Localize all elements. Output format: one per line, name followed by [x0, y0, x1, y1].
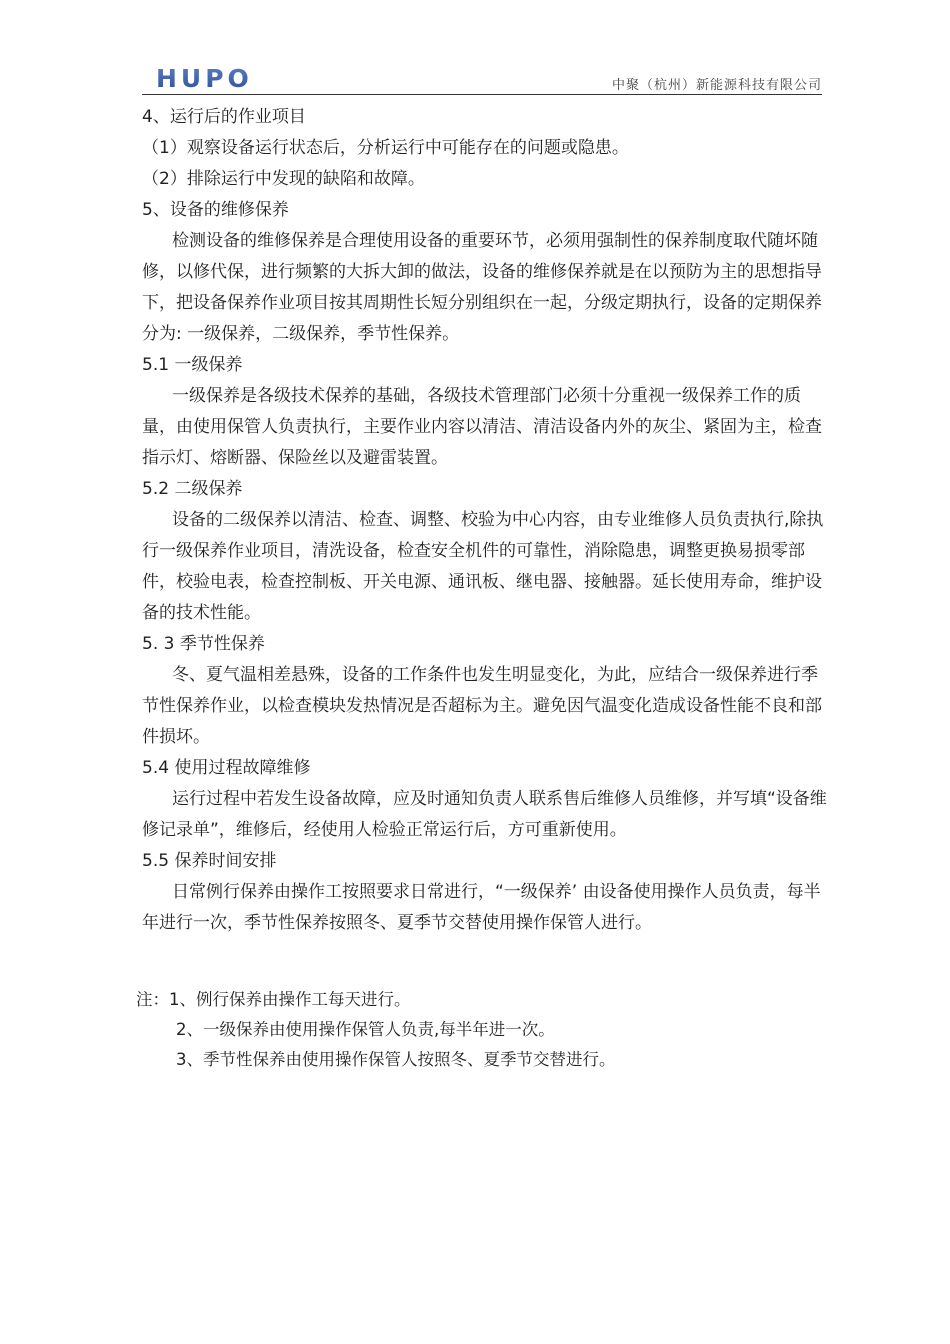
note-item: 3、季节性保养由使用操作保管人按照冬、夏季节交替进行。: [176, 1050, 616, 1069]
section-heading: 5、设备的维修保养: [142, 200, 289, 220]
logo-text: HUPO: [156, 64, 253, 92]
note-item: 2、一级保养由使用操作保管人负责,每半年进一次。: [176, 1020, 555, 1039]
list-item: （2）排除运行中发现的缺陷和故障。: [142, 169, 425, 189]
list-item: （1）观察设备运行状态后，分析运行中可能存在的问题或隐患。: [142, 138, 629, 158]
page-header: [142, 60, 822, 95]
note-item: 注：1、例行保养由操作工每天进行。: [136, 990, 411, 1009]
company-name: 中聚（杭州）新能源科技有限公司: [611, 78, 822, 93]
body-paragraph: 日常例行保养由操作工按照要求日常进行，“一级保养’ 由设备使用操作人员负责，每半年进行一次，季节性保养按照冬、夏季节交替使用操作保管人进行。: [142, 882, 821, 933]
body-paragraph: 检测设备的维修保养是合理使用设备的重要环节，必须用强制性的保养制度取代随坏随修，以修代保，进行频繁的大拆大卸的做法，设备的维修保养就是在以预防为主的思想指导下，把设备保养作业项目按其周期性长短分别组织在一起，分级定期执行，设备的定期保养分为: 一级保养，二级保养，季节性保养。: [142, 231, 822, 344]
document-body: [142, 102, 832, 939]
section-heading: 4、运行后的作业项目: [142, 107, 306, 127]
section-heading: 5.1 一级保养: [142, 355, 243, 375]
notes-block: [136, 985, 836, 1075]
body-paragraph: 运行过程中若发生设备故障，应及时通知负责人联系售后维修人员维修，并写填“设备维修记录单”，维修后，经使用人检验正常运行后，方可重新使用。: [142, 789, 827, 840]
body-paragraph: 冬、夏气温相差悬殊，设备的工作条件也发生明显变化，为此，应结合一级保养进行季节性保养作业，以检查模块发热情况是否超标为主。避免因气温变化造成设备性能不良和部件损坏。: [142, 665, 822, 747]
section-heading: 5. 3 季节性保养: [142, 634, 265, 654]
section-heading: 5.2 二级保养: [142, 479, 243, 499]
section-heading: 5.5 保养时间安排: [142, 851, 277, 871]
hupo-logo-icon: [156, 62, 256, 92]
body-paragraph: 设备的二级保养以清洁、检查、调整、校验为中心内容，由专业维修人员负责执行,除执行一级保养作业项目，清洗设备，检查安全机件的可靠性，消除隐患，调整更换易损零部件，校验电表，检查控制板、开关电源、通讯板、继电器、接触器。延长使用寿命，维护设备的技术性能。: [142, 510, 824, 623]
body-paragraph: 一级保养是各级技术保养的基础，各级技术管理部门必须十分重视一级保养工作的质量，由使用保管人负责执行，主要作业内容以清洁、清洁设备内外的灰尘、紧固为主，检查指示灯、熔断器、保险丝以及避雷装置。: [142, 386, 822, 468]
section-heading: 5.4 使用过程故障维修: [142, 758, 311, 778]
